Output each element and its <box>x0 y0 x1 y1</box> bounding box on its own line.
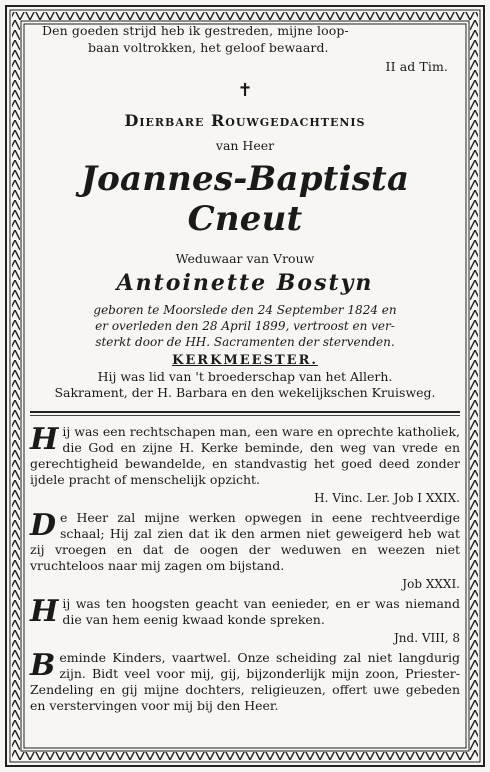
cross-icon: ✝ <box>237 80 253 101</box>
drop-cap: B <box>30 648 56 683</box>
biography <box>30 302 460 350</box>
card-content <box>30 22 460 714</box>
widow-label: Weduwaar van Vrouw <box>175 251 315 266</box>
divider-thin <box>30 415 460 416</box>
brotherhood <box>30 369 460 401</box>
paragraph <box>30 424 460 506</box>
paragraph-text: eminde Kinders, vaartwel. Onze scheiding zal niet langdurig zijn. Bidt veel voor mij, gij, bijzonderlijk mijn zoon, Priester-Zendeling en gij mijne dochters, religieuzen, offert uwe gebeden en verstervingen voor mij bij den Heer. <box>30 650 460 713</box>
drop-cap: H <box>30 422 59 457</box>
role-title: KERKMEESTER. <box>172 353 318 368</box>
divider <box>30 411 460 413</box>
deceased-name: Joannes-Baptista Cneut <box>80 159 410 239</box>
paragraph <box>30 596 460 646</box>
brotherhood-line-2: Sakrament, der H. Barbara en den wekelijkschen Kruisweg. <box>54 385 436 400</box>
brotherhood-line-1: Hij was lid van 't broederschap van het Allerh. <box>97 369 393 384</box>
quote-reference: II ad Tim. <box>385 59 448 74</box>
bio-line-2: er overleden den 28 April 1899, vertroost en ver- <box>95 319 395 333</box>
paragraph <box>30 510 460 592</box>
paragraph-text: ij was een rechtschapen man, een ware en oprechte katholiek, die God en zijne H. Kerke beminde, den weg van vrede en gerechtigheid bewandelde, en standvastig het goed deed zonder ijdele pracht of menschelijk opzicht. <box>30 424 460 487</box>
paragraph <box>30 650 460 714</box>
drop-cap: D <box>30 508 57 543</box>
paragraph-reference: Job XXXI. <box>402 577 460 591</box>
bio-line-1: geboren te Moorslede den 24 September 1824 en <box>93 303 397 317</box>
wife-name: Antoinette Bostyn <box>116 270 374 296</box>
card-heading: Dierbare Rouwgedachtenis <box>124 111 366 130</box>
quote-line-1: Den goeden strijd heb ik gestreden, mijne loop- <box>42 23 349 38</box>
bio-line-3: sterkt door de HH. Sacramenten der stervenden. <box>95 335 395 349</box>
paragraph-text: ij was ten hoogsten geacht van eenieder, en er was niemand die van hem eenig kwaad konde spreken. <box>62 596 460 627</box>
title-prefix: van Heer <box>215 138 275 153</box>
scripture-quote <box>30 22 460 75</box>
drop-cap: H <box>30 594 59 629</box>
paragraph-reference: H. Vinc. Ler. Job I XXIX. <box>314 491 460 505</box>
paragraph-reference: Jnd. VIII, 8 <box>394 631 460 645</box>
paragraph-text: e Heer zal mijne werken opwegen in eene rechtveerdige schaal; Hij zal zien dat ik den armen niet geweigerd heb wat zij vroegen en dat de oogen der weduwen en weezen niet vruchteloos naar mij zagen om bijstand. <box>30 510 460 573</box>
quote-line-2: baan voltrokken, het geloof bewaard. <box>88 40 329 55</box>
